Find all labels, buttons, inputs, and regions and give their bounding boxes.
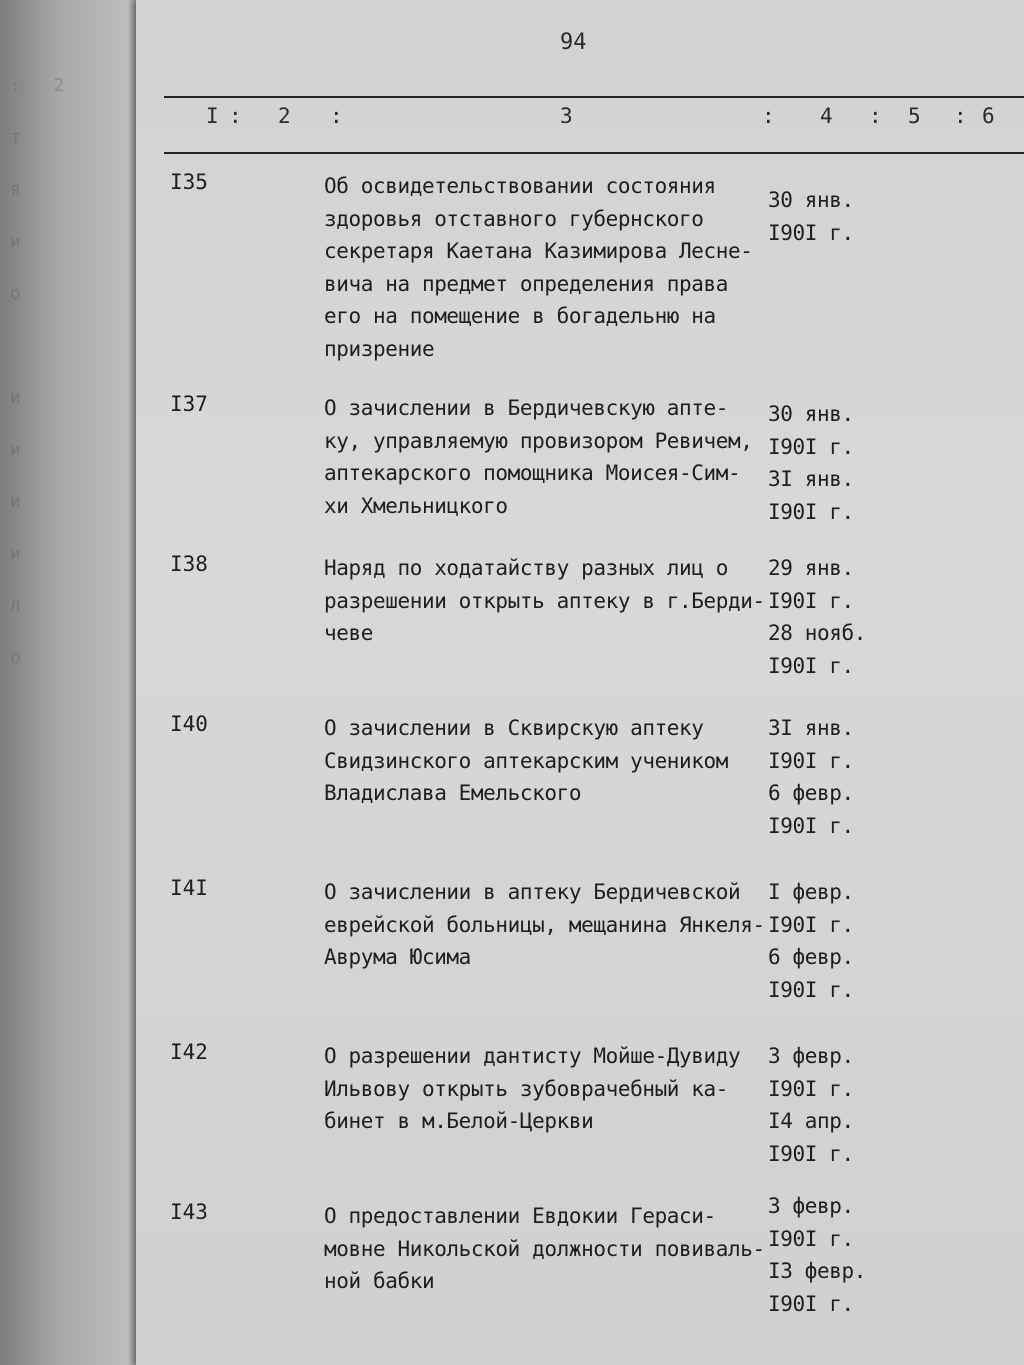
entry-line: О зачислении в аптеку Бердичевской (324, 880, 741, 904)
entry-number: I43 (170, 1200, 208, 1224)
column-separator: : (869, 104, 882, 128)
entry-line: здоровья отставного губернского (324, 206, 704, 231)
entry-date: 3 февр. (768, 1044, 854, 1068)
entry-line: Об освидетельствовании состояния (324, 174, 716, 198)
entry-date: 6 февр. (768, 781, 854, 805)
entry-line: призрение (324, 336, 435, 361)
entry-description (324, 876, 764, 974)
entry-date: I90I г. (768, 1291, 854, 1316)
entry-line: хи Хмельницкого (324, 493, 508, 518)
entry-dates (768, 184, 888, 249)
table-header-bottom-rule (164, 152, 1024, 154)
entry-line: О предоставлении Евдокии Гераси- (324, 1204, 716, 1228)
entry-dates (768, 1190, 888, 1320)
entry-date: I90I г. (768, 434, 854, 459)
entry-line: разрешении открыть аптеку в г.Берди- (324, 588, 765, 613)
column-separator: : (330, 104, 343, 128)
entry-line: ной бабки (324, 1269, 435, 1293)
column-header-6: 6 (982, 104, 995, 128)
entry-date: I90I г. (768, 977, 854, 1002)
entry-number: I4I (170, 876, 208, 900)
entry-date: 6 февр. (768, 945, 854, 969)
entry-description (324, 712, 764, 810)
entry-description (324, 170, 764, 365)
entry-date: I90I г. (768, 1141, 854, 1166)
entry-line: Наряд по ходатайству разных лиц о (324, 556, 729, 580)
entry-line: секретаря Каетана Казимирова Лесне- (324, 239, 753, 263)
entry-line: Аврума Юсима (324, 945, 471, 969)
entry-line: О зачислении в Сквирскую аптеку (324, 716, 704, 740)
entry-date: I3 февр. (768, 1259, 866, 1283)
column-separator: : (229, 104, 242, 128)
entry-date: I90I г. (768, 813, 854, 838)
document-page (136, 0, 1024, 1365)
entry-line: мовне Никольской должности повиваль- (324, 1236, 765, 1261)
entry-number: I37 (170, 392, 208, 416)
entry-date: 3I янв. (768, 467, 854, 491)
entry-description (324, 392, 764, 522)
column-header-1: I (206, 104, 219, 128)
entry-date: I90I г. (768, 588, 854, 613)
entry-number: I38 (170, 552, 208, 576)
entry-date: I90I г. (768, 499, 854, 524)
entry-date: I90I г. (768, 1226, 854, 1251)
facing-page-bleed: : 2 т я и о и и и и л о (10, 75, 65, 668)
entry-line: еврейской больницы, мещанина Янкеля- (324, 912, 765, 937)
entry-dates (768, 398, 888, 528)
entry-line: Ильвову открыть зубоврачебный ка- (324, 1076, 729, 1101)
entry-date: 30 янв. (768, 402, 854, 426)
column-header-4: 4 (820, 104, 833, 128)
entry-line: бинет в м.Белой-Церкви (324, 1109, 594, 1133)
entry-date: 3I янв. (768, 716, 854, 740)
entry-dates (768, 552, 888, 682)
entry-number: I35 (170, 170, 208, 194)
entry-line: О зачислении в Бердичевскую апте- (324, 396, 729, 420)
entry-line: аптекарского помощника Моисея-Сим- (324, 461, 741, 485)
entry-date: 30 янв. (768, 188, 854, 212)
entry-date: I90I г. (768, 748, 854, 773)
entry-dates (768, 876, 888, 1006)
entry-dates (768, 1040, 888, 1170)
column-header-3: 3 (560, 104, 573, 128)
entry-line: Владислава Емельского (324, 781, 582, 805)
entry-dates (768, 712, 888, 842)
column-separator: : (762, 104, 775, 128)
table-header-top-rule (164, 96, 1024, 98)
entry-number: I40 (170, 712, 208, 736)
entry-date: I90I г. (768, 220, 854, 245)
entry-line: его на помещение в богадельню на (324, 304, 716, 328)
entry-date: I4 апр. (768, 1109, 854, 1133)
entry-line: ку, управляемую провизором Ревичем, (324, 428, 753, 453)
entry-date: I90I г. (768, 653, 854, 678)
entry-date: 28 нояб. (768, 621, 866, 645)
entry-line: О разрешении дантисту Мойше-Дувиду (324, 1044, 741, 1068)
entry-date: I февр. (768, 880, 854, 904)
column-header-5: 5 (908, 104, 921, 128)
entry-number: I42 (170, 1040, 208, 1064)
entry-description (324, 552, 764, 650)
entry-description (324, 1040, 764, 1138)
entry-date: 3 февр. (768, 1194, 854, 1218)
entry-description (324, 1200, 764, 1298)
page-number: 94 (560, 30, 587, 55)
entry-line: чеве (324, 621, 373, 645)
column-separator: : (954, 104, 967, 128)
entry-line: вича на предмет определения права (324, 271, 729, 296)
entry-date: I90I г. (768, 912, 854, 937)
entry-date: 29 янв. (768, 556, 854, 580)
entry-date: I90I г. (768, 1076, 854, 1101)
entry-line: Свидзинского аптекарским учеником (324, 748, 729, 773)
facing-page-edge (0, 0, 136, 1365)
column-header-2: 2 (278, 104, 291, 128)
